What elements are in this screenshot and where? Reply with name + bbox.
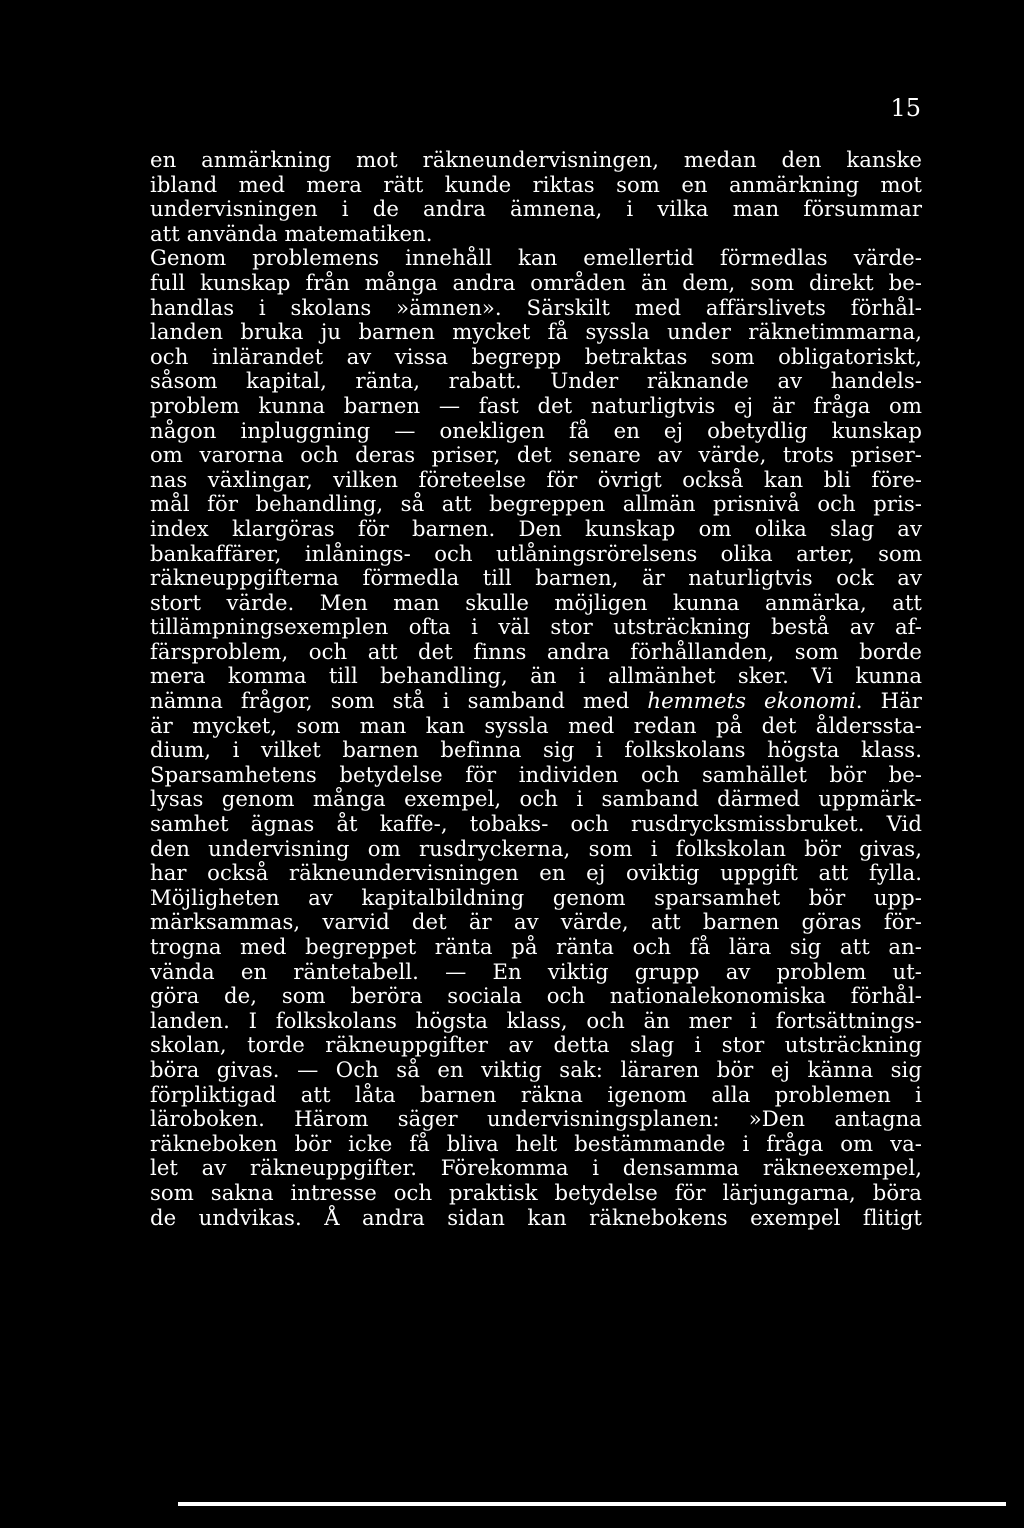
text-line: såsom kapital, ränta, rabatt. Under räknande av handels- xyxy=(150,368,922,394)
text-line: undervisningen i de andra ämnena, i vilka man försummar xyxy=(150,196,922,222)
text-line: full kunskap från många andra områden än dem, som direkt be- xyxy=(150,269,922,295)
body-text xyxy=(150,148,922,1230)
text-line: problem kunna barnen — fast det naturligtvis ej är fråga om xyxy=(150,392,922,418)
text-line: stort värde. Men man skulle möjligen kunna anmärka, att xyxy=(150,589,922,615)
text-line: märksammas, varvid det är av värde, att barnen göras för- xyxy=(150,909,922,935)
page-number: 15 xyxy=(890,94,921,122)
text-line: någon inpluggning — onekligen få en ej obetydlig kunskap xyxy=(150,417,922,443)
text-line: om varorna och deras priser, det senare av värde, trots priser- xyxy=(150,442,922,468)
text-line: lysas genom många exempel, och i samband därmed uppmärk- xyxy=(150,786,922,812)
text-line: och inlärandet av vissa begrepp betraktas som obligatoriskt, xyxy=(150,343,922,369)
text-line: de undvikas. Å andra sidan kan räknebokens exempel flitigt xyxy=(150,1204,922,1230)
text-line: som sakna intresse och praktisk betydelse för lärjungarna, böra xyxy=(150,1179,922,1205)
bottom-rule xyxy=(178,1502,1006,1506)
text-line: är mycket, som man kan syssla med redan på det ålderssta- xyxy=(150,712,922,738)
text-line: färsproblem, och att det finns andra förhållanden, som borde xyxy=(150,638,922,664)
text-line: göra de, som beröra sociala och nationalekonomiska förhål- xyxy=(150,983,922,1009)
text-line: landen. I folkskolans högsta klass, och än mer i fortsättnings- xyxy=(150,1007,922,1033)
text-line: mera komma till behandling, än i allmänhet sker. Vi kunna xyxy=(150,663,922,689)
text-line: nas växlingar, vilken företeelse för övrigt också kan bli före- xyxy=(150,466,922,492)
text-line: skolan, torde räkneuppgifter av detta slag i stor utsträckning xyxy=(150,1032,922,1058)
text-line: en anmärkning mot räkneundervisningen, medan den kanske xyxy=(150,147,922,172)
italic-phrase: hemmets ekonomi xyxy=(647,688,856,714)
text-line-with-italic xyxy=(150,689,922,714)
text-line: räkneboken bör icke få bliva helt bestämmande i fråga om va- xyxy=(150,1130,922,1156)
text-line: samhet ägnas åt kaffe-, tobaks- och rusdrycksmissbruket. Vid xyxy=(150,811,922,837)
text-line: har också räkneundervisningen en ej oviktig uppgift att fylla. xyxy=(150,860,922,886)
text-line: let av räkneuppgifter. Förekomma i densamma räkneexempel, xyxy=(150,1155,922,1181)
text-line: läroboken. Härom säger undervisningsplanen: »Den antagna xyxy=(150,1106,922,1132)
text-line: bankaffärer, inlånings- och utlåningsrörelsens olika arter, som xyxy=(150,540,922,566)
text-line: tillämpningsexemplen ofta i väl stor utsträckning bestå av af- xyxy=(150,614,922,640)
text-line: landen bruka ju barnen mycket få syssla under räknetimmarna, xyxy=(150,319,922,345)
text-line: dium, i vilket barnen befinna sig i folkskolans högsta klass. xyxy=(150,737,922,763)
text-line: Genom problemens innehåll kan emellertid förmedlas värde- xyxy=(150,245,922,271)
text-line: vända en räntetabell. — En viktig grupp av problem ut- xyxy=(150,958,922,984)
text-line: mål för behandling, så att begreppen allmän prisnivå och pris- xyxy=(150,491,922,517)
text-line: ibland med mera rätt kunde riktas som en anmärkning mot xyxy=(150,171,922,197)
text-line: handlas i skolans »ämnen». Särskilt med affärslivets förhål- xyxy=(150,294,922,320)
text-line: den undervisning om rusdryckerna, som i folkskolan bör givas, xyxy=(150,835,922,861)
text-line: räkneuppgifterna förmedla till barnen, är naturligtvis ock av xyxy=(150,565,922,591)
text-line: att använda matematiken. xyxy=(150,220,433,246)
text-line: Möjligheten av kapitalbildning genom sparsamhet bör upp- xyxy=(150,884,922,910)
text-fragment: nämna frågor, som stå i samband med xyxy=(150,688,648,714)
text-line: förpliktigad att låta barnen räkna igenom alla problemen i xyxy=(150,1081,922,1107)
text-line: index klargöras för barnen. Den kunskap om olika slag av xyxy=(150,515,922,541)
text-line: Sparsamhetens betydelse för individen och samhället bör be- xyxy=(150,761,922,787)
text-line: böra givas. — Och så en viktig sak: läraren bör ej känna sig xyxy=(150,1056,922,1082)
text-fragment: . Här xyxy=(855,688,922,714)
text-line: trogna med begreppet ränta på ränta och få lära sig att an- xyxy=(150,934,922,959)
